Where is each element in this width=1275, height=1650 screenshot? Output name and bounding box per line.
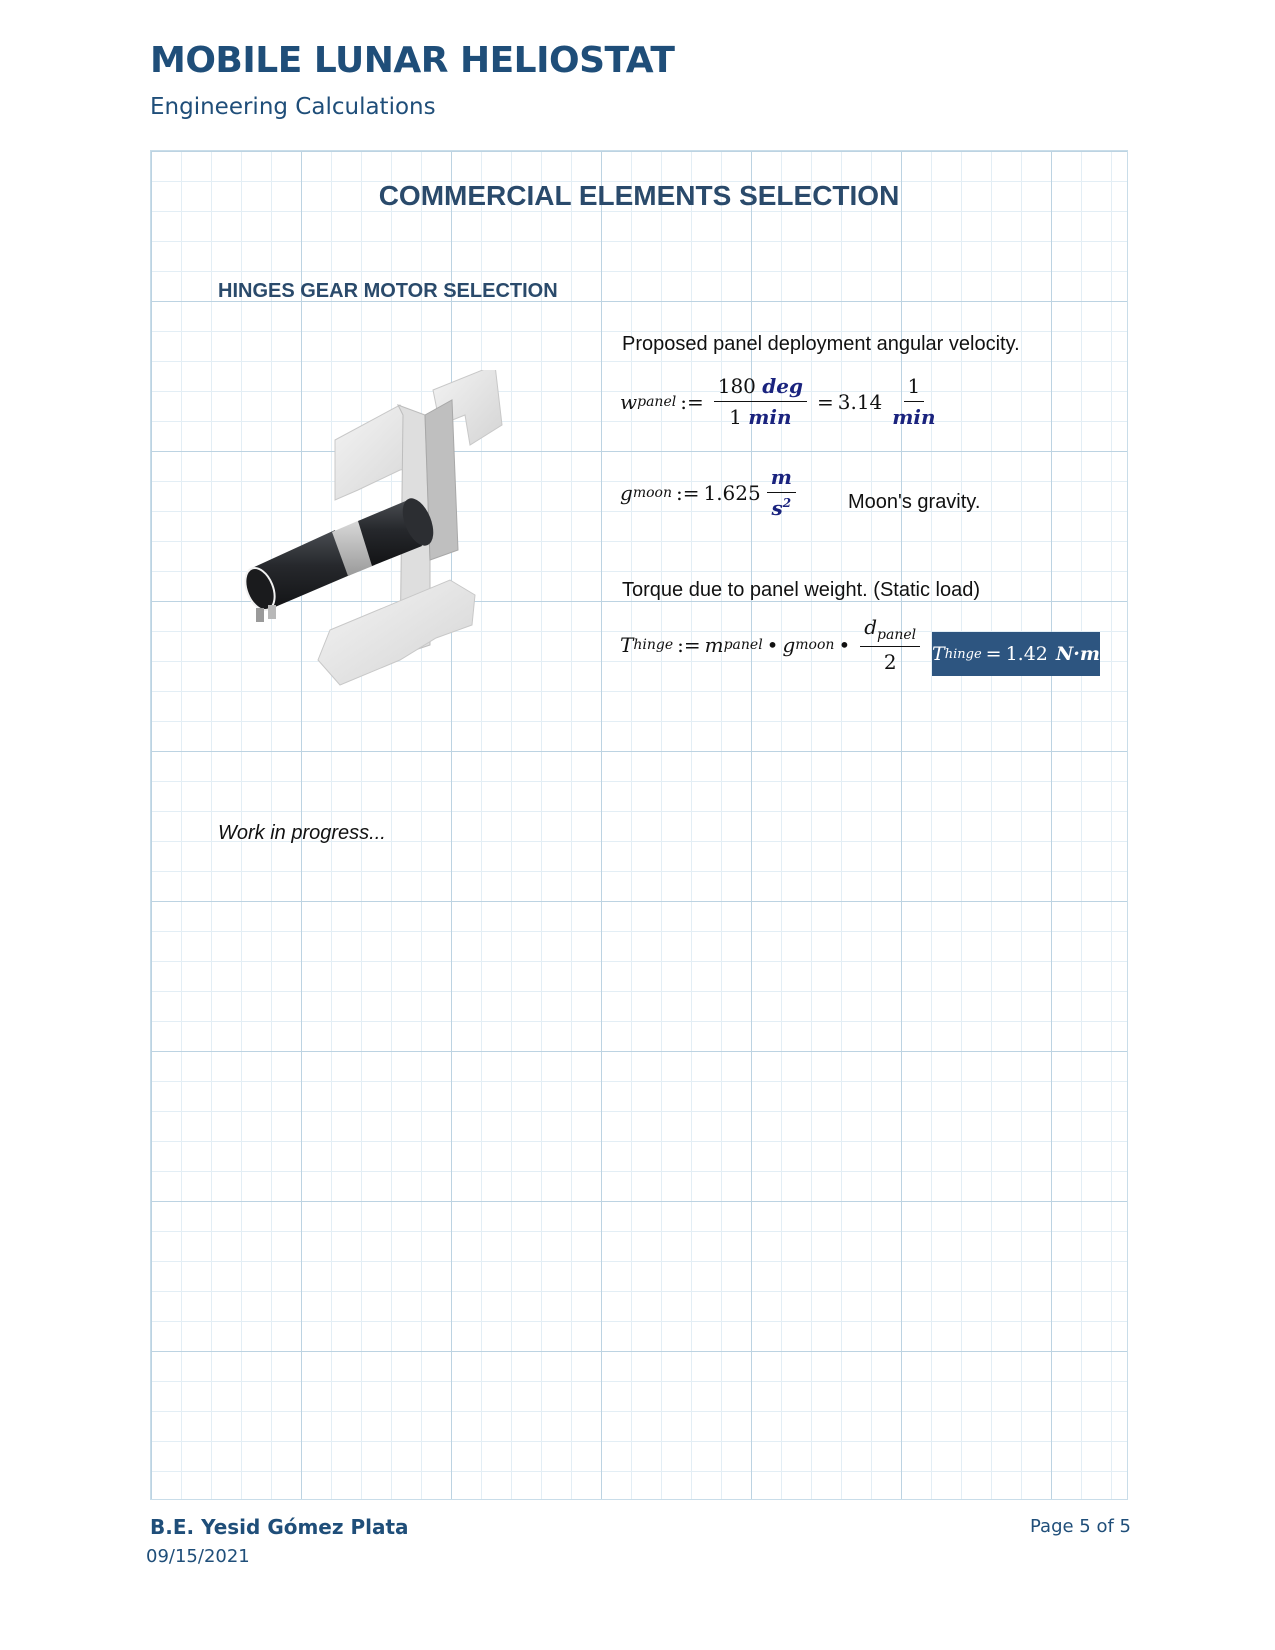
w-panel-den-value: 1 — [729, 405, 742, 429]
section-title: COMMERCIAL ELEMENTS SELECTION — [378, 180, 900, 211]
gear-motor-hinge-icon — [240, 370, 530, 710]
w-panel-fraction — [714, 374, 807, 429]
t-result-symbol: T — [932, 643, 945, 665]
w-panel-num-value: 180 — [717, 374, 756, 398]
result-num: 1 — [904, 374, 925, 402]
m-symbol: m — [704, 632, 724, 657]
dot-operator-2: • — [838, 632, 851, 657]
t-hinge-result-box — [932, 632, 1100, 676]
d-symbol: d — [864, 615, 878, 639]
subsection-title: HINGES GEAR MOTOR SELECTION — [218, 280, 558, 302]
document-subtitle: Engineering Calculations — [150, 94, 436, 120]
meter-unit: m — [767, 465, 796, 493]
equals-operator: = — [816, 389, 834, 414]
gravity-note: Moon's gravity. — [848, 491, 981, 513]
g-moon-symbol: g — [620, 480, 633, 505]
deg-unit: deg — [762, 374, 803, 398]
dot-operator: • — [766, 632, 779, 657]
t-hinge-symbol: T — [620, 632, 634, 657]
g-subscript: moon — [795, 636, 835, 653]
w-panel-result: 3.14 — [837, 389, 883, 414]
m-subscript: panel — [723, 636, 763, 653]
exponent: 2 — [782, 496, 792, 510]
g-moon-unit — [767, 465, 796, 520]
d-subscript: panel — [877, 627, 917, 643]
document-title: MOBILE LUNAR HELIOSTAT — [150, 40, 675, 81]
min-unit: min — [748, 405, 792, 429]
assign-operator: := — [680, 389, 704, 414]
velocity-note: Proposed panel deployment angular velocity. — [622, 333, 1020, 355]
w-panel-subscript: panel — [637, 393, 677, 410]
t-result-subscript: hinge — [944, 646, 982, 662]
assign-operator: := — [677, 632, 701, 657]
d-panel-fraction — [860, 615, 920, 674]
t-result-equals: = — [985, 643, 1002, 665]
document-date: 09/15/2021 — [146, 1546, 250, 1567]
w-panel-result-unit — [888, 374, 939, 429]
torque-note: Torque due to panel weight. (Static load) — [622, 579, 980, 601]
g-symbol: g — [782, 632, 796, 657]
second-unit: s — [771, 496, 783, 520]
work-in-progress-note: Work in progress... — [218, 822, 386, 844]
w-panel-symbol: w — [620, 389, 638, 414]
newton-meter-unit: N·m — [1055, 643, 1100, 665]
t-hinge-equation — [620, 615, 926, 674]
g-moon-value: 1.625 — [703, 480, 761, 505]
result-den-unit: min — [892, 405, 936, 429]
author-name: B.E. Yesid Gómez Plata — [150, 1515, 409, 1539]
t-hinge-subscript: hinge — [633, 636, 674, 653]
g-moon-subscript: moon — [632, 484, 672, 501]
page-number: Page 5 of 5 — [1030, 1516, 1131, 1537]
d-den: 2 — [883, 650, 897, 674]
assign-operator: := — [675, 480, 700, 505]
t-result-value: 1.42 — [1005, 643, 1048, 665]
w-panel-equation — [620, 374, 946, 429]
g-moon-equation — [620, 465, 802, 520]
